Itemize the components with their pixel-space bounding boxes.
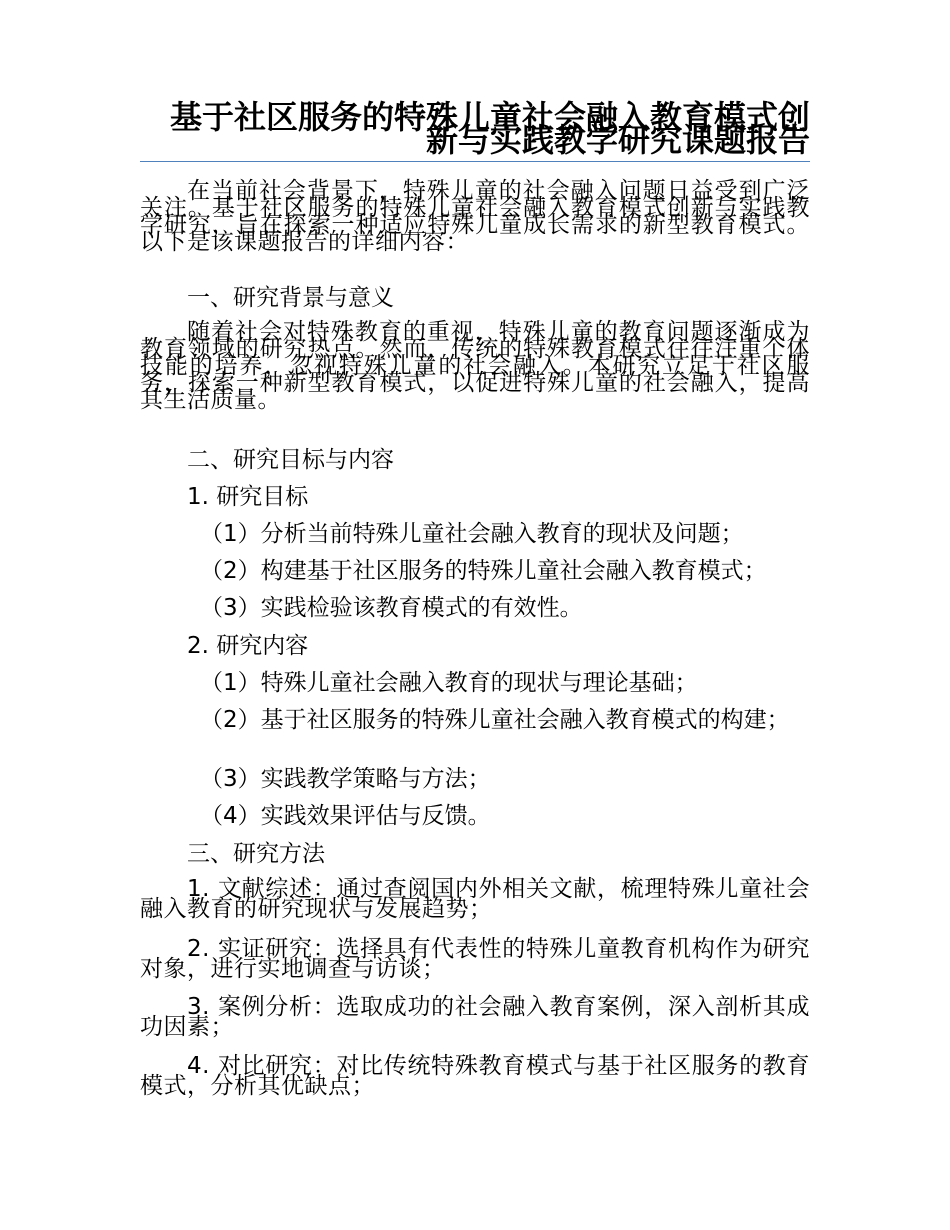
section-1-body: 随着社会对特殊教育的重视，特殊儿童的教育问题逐渐成为教育领域的研究热点。然而，传统的特殊教育模式往往注重个体技能的培养，忽视特殊儿童的社会融入。本研究立足于社区服务，探索一种新型教育模式，以促进特殊儿童的社会融入，提高其生活质量。	[140, 319, 810, 413]
goal-item-1: （1）分析当前特殊儿童社会融入教育的现状及问题；	[200, 521, 744, 547]
goals-heading: 1. 研究目标	[187, 484, 309, 510]
section-1-heading: 一、研究背景与意义	[187, 285, 394, 311]
content-item-4: （4）实践效果评估与反馈。	[200, 803, 491, 829]
method-item-4: 4. 对比研究：对比传统特殊教育模式与基于社区服务的教育模式，分析其优缺点；	[140, 1053, 810, 1099]
content-heading: 2. 研究内容	[187, 633, 309, 659]
method-item-1: 1. 文献综述：通过查阅国内外相关文献，梳理特殊儿童社会融入教育的研究现状与发展趋势；	[140, 876, 810, 922]
content-item-1: （1）特殊儿童社会融入教育的现状与理论基础；	[200, 670, 698, 696]
content-item-2: （2）基于社区服务的特殊儿童社会融入教育模式的构建；	[200, 707, 790, 733]
section-3-heading: 三、研究方法	[187, 841, 325, 867]
report-title: 基于社区服务的特殊儿童社会融入教育模式创新与实践教学研究课题报告	[169, 98, 810, 159]
method-item-2: 2. 实证研究：选择具有代表性的特殊儿童教育机构作为研究对象，进行实地调查与访谈；	[140, 936, 810, 982]
content-item-3: （3）实践教学策略与方法；	[200, 766, 491, 792]
method-item-3: 3. 案例分析：选取成功的社会融入教育案例，深入剖析其成功因素；	[140, 994, 810, 1040]
section-2-heading: 二、研究目标与内容	[187, 447, 394, 473]
intro-paragraph: 在当前社会背景下，特殊儿童的社会融入问题日益受到广泛关注。基于社区服务的特殊儿童社会融入教育模式创新与实践教学研究，旨在探索一种适应特殊儿童成长需求的新型教育模式。以下是该课题报告的详细内容：	[140, 178, 810, 255]
title-underline-rule	[140, 161, 810, 162]
goal-item-2: （2）构建基于社区服务的特殊儿童社会融入教育模式；	[200, 558, 767, 584]
goal-item-3: （3）实践检验该教育模式的有效性。	[200, 595, 583, 621]
